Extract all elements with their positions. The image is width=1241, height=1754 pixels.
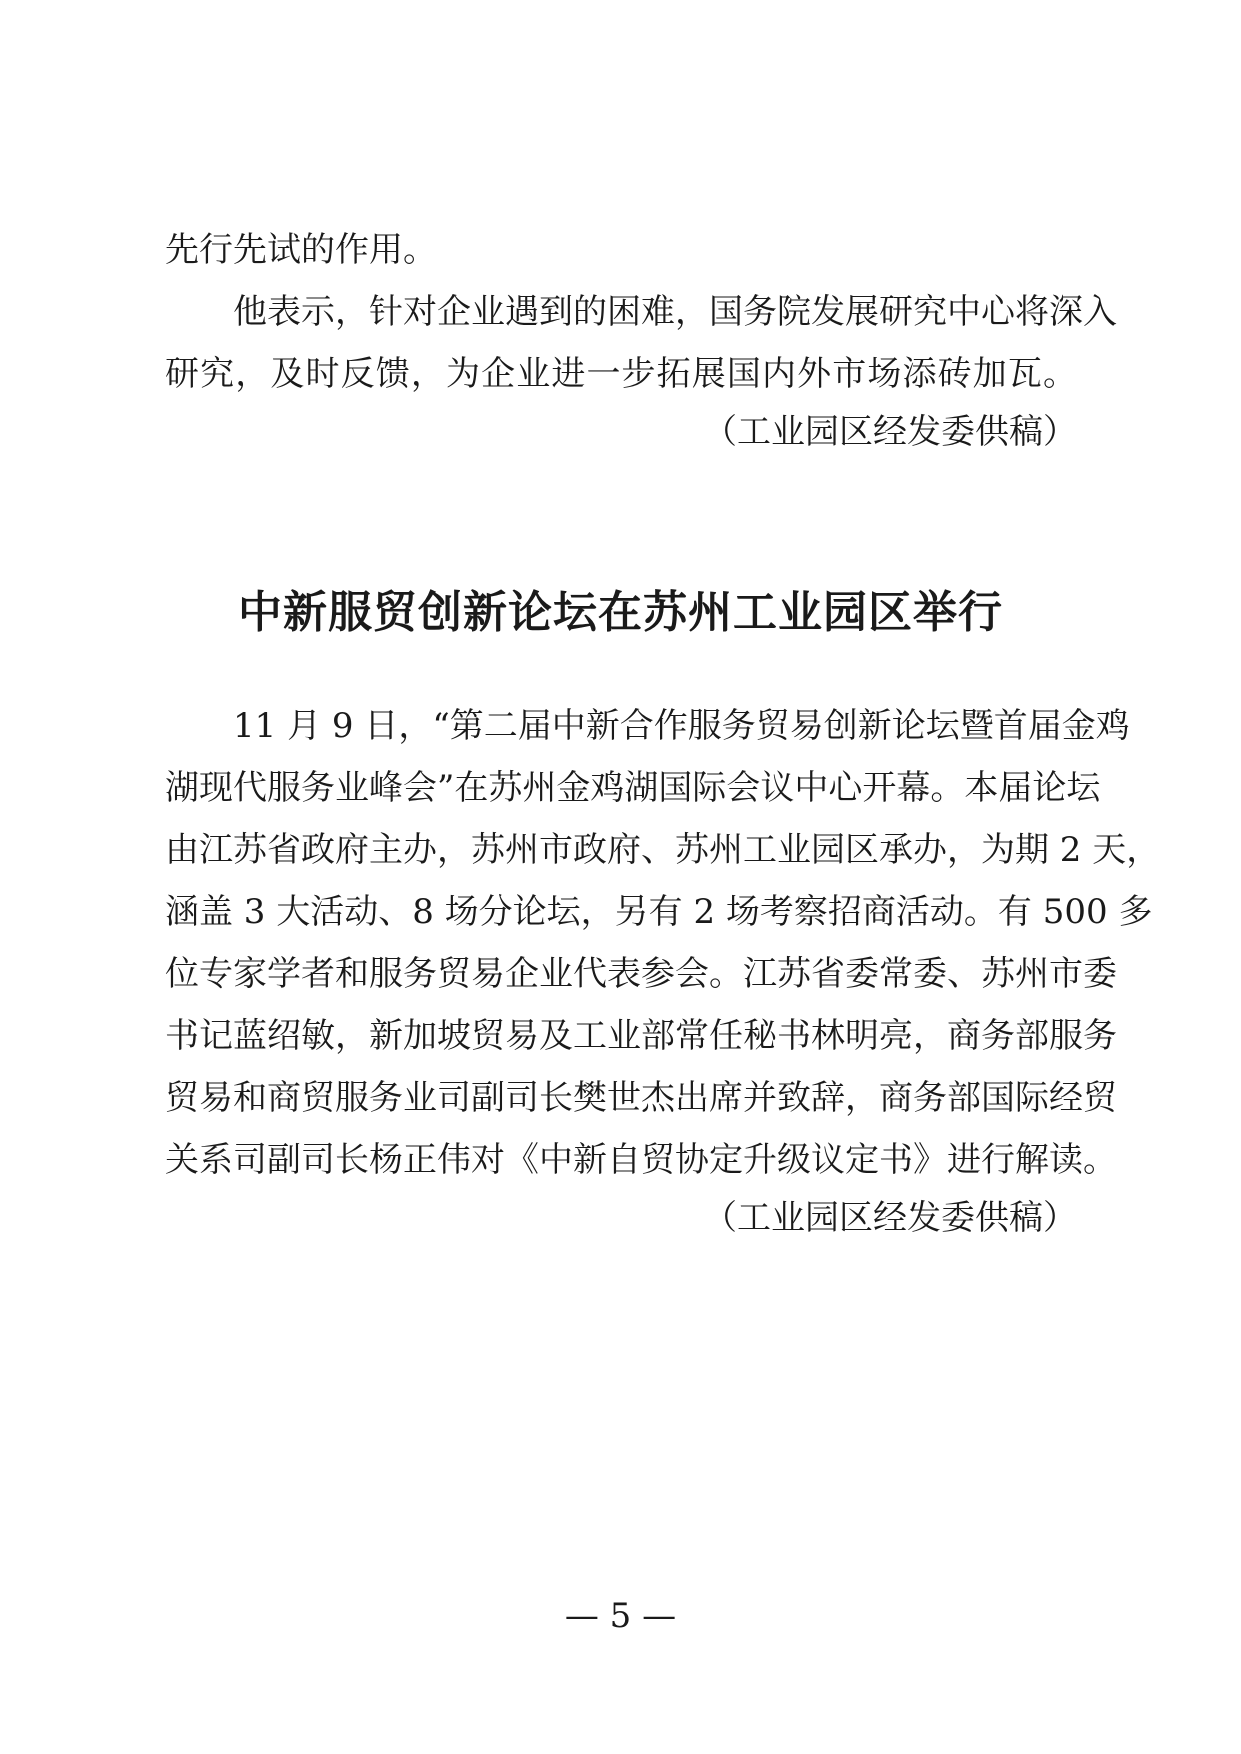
article1-line-3: 研究，及时反馈，为企业进一步拓展国内外市场添砖加瓦。 xyxy=(165,354,1077,394)
article1-line-1: 先行先试的作用。 xyxy=(165,230,437,270)
article2-line-8: 关系司副司长杨正伟对《中新自贸协定升级议定书》进行解读。 xyxy=(165,1140,1117,1180)
article2-line-7: 贸易和商贸服务业司副司长樊世杰出席并致辞，商务部国际经贸 xyxy=(165,1078,1117,1118)
article2-title: 中新服贸创新论坛在苏州工业园区举行 xyxy=(238,587,1003,638)
article2-line-4: 涵盖 3 大活动、8 场分论坛，另有 2 场考察招商活动。有 500 多 xyxy=(165,892,1153,932)
article1-source: （工业园区经发委供稿） xyxy=(703,412,1077,452)
article2-line-5: 位专家学者和服务贸易企业代表参会。江苏省委常委、苏州市委 xyxy=(165,954,1117,994)
article2-line-3: 由江苏省政府主办，苏州市政府、苏州工业园区承办，为期 2 天， xyxy=(165,830,1161,870)
article2-line-2: 湖现代服务业峰会”在苏州金鸡湖国际会议中心开幕。本届论坛 xyxy=(165,768,1101,808)
page-number: — 5 — xyxy=(564,1596,677,1636)
article1-line-2: 他表示，针对企业遇到的困难，国务院发展研究中心将深入 xyxy=(233,292,1117,332)
article2-line-1: 11 月 9 日，“第二届中新合作服务贸易创新论坛暨首届金鸡 xyxy=(233,706,1130,746)
article2-line-6: 书记蓝绍敏，新加坡贸易及工业部常任秘书林明亮，商务部服务 xyxy=(165,1016,1117,1056)
article2-source: （工业园区经发委供稿） xyxy=(703,1198,1077,1238)
